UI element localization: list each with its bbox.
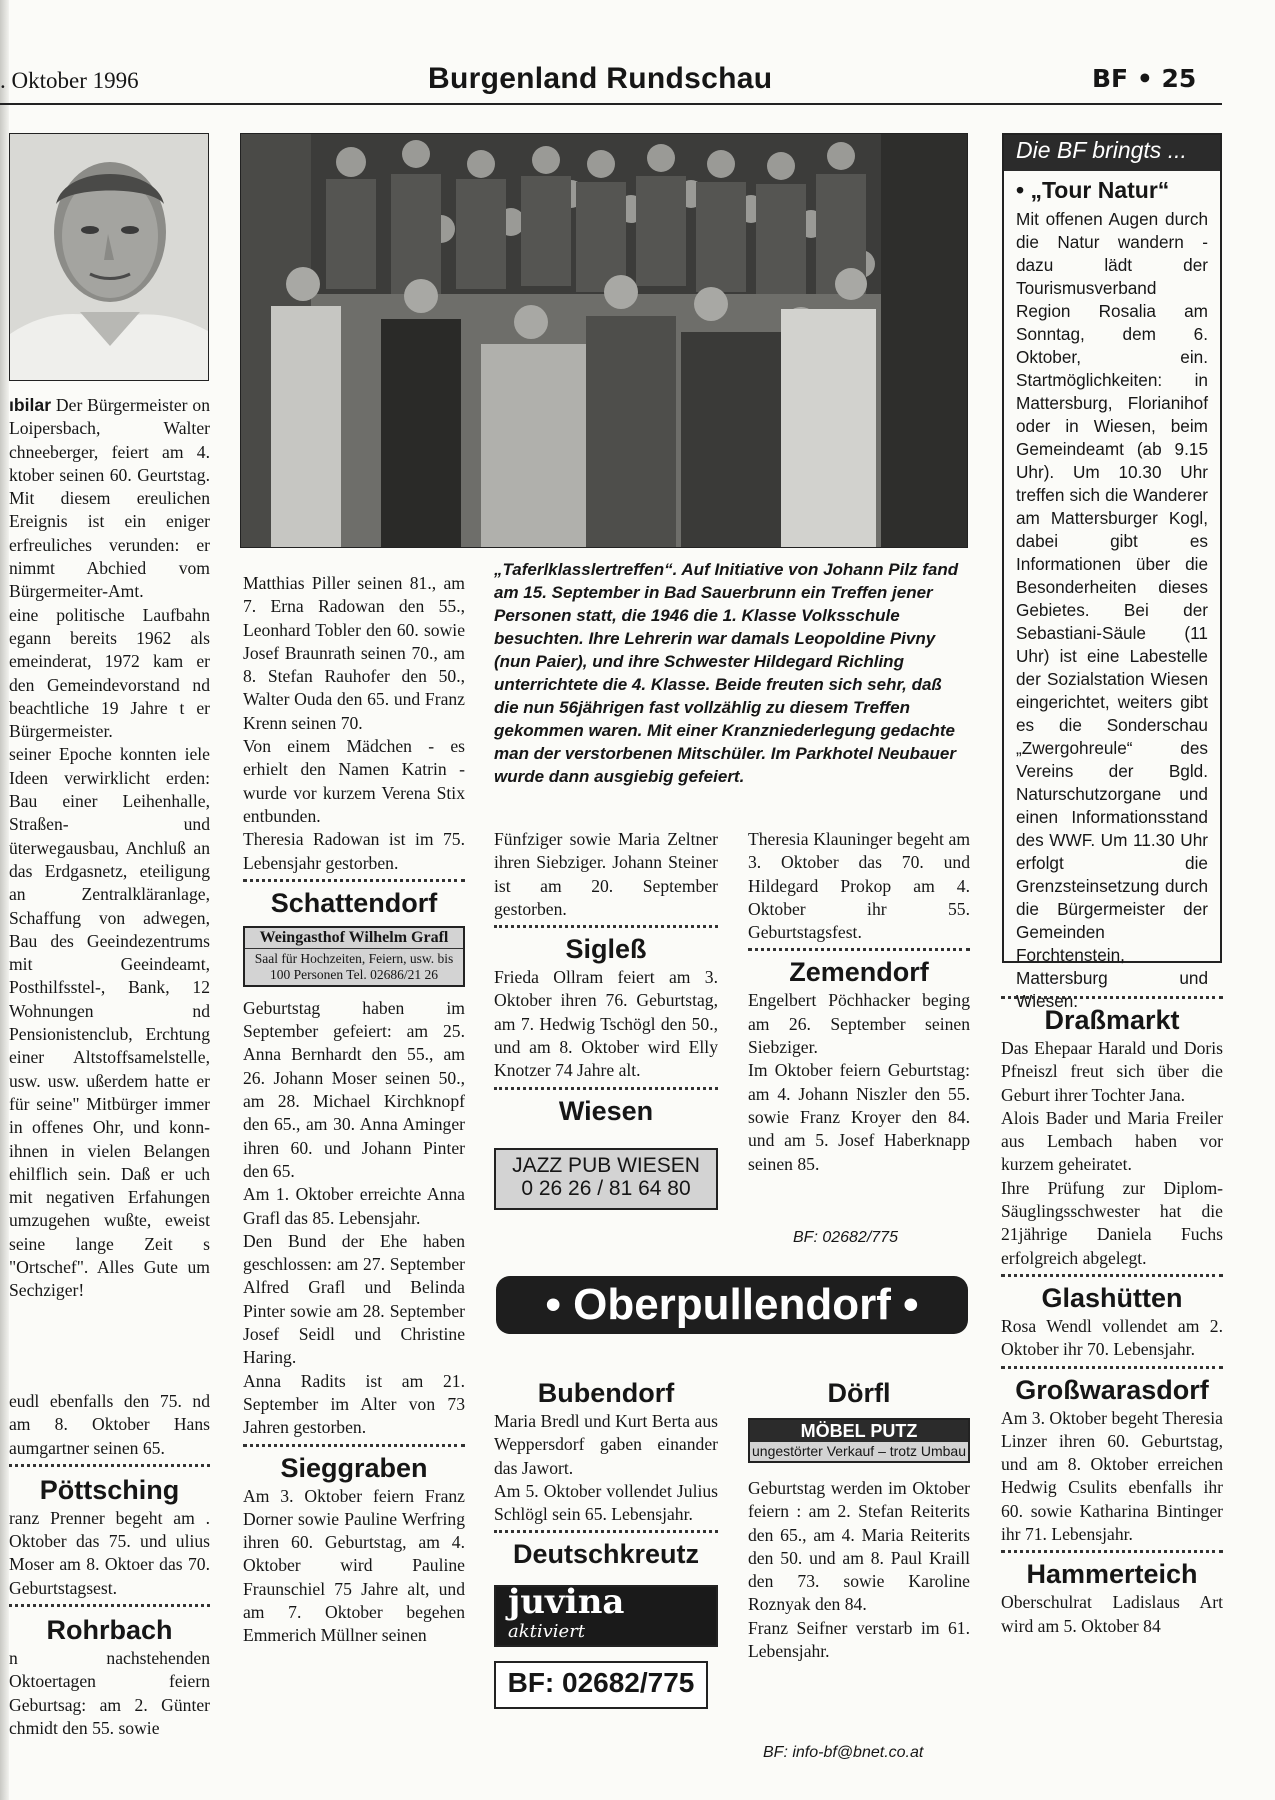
newspaper-title: Burgenland Rundschau (428, 62, 773, 95)
section-heading-rohrbach: Rohrbach (46, 1615, 173, 1646)
col1-paragraph: seiner Epoche konnten iele Ideen verwirklicht erden: Bau einer Leihenhalle, Straßen- und üterwegausbau, Anchluß an das Erdgasnetz, eteiligung an Zentralkläranlage, Schaffung von adwegen, Bau des Geeindezentrums mit Geeindeamt, Posthilfsstel-, Bank, 12 Wohnungen nd Pensionistenclub, Erchtung einer Altstoffsamelstelle, usw. usw. ußerdem hatte er für seine" Mitbürger immer in offenes Ohr, und konn- ihnen in vielen Belangen ehilflich sein. Daß er uch mit negativen Erfahungen umzugehen wußte, eweist seine lange Zeit s "Ortschef". Alles Gute um Sechziger! (9, 744, 210, 1301)
ad-subtitle: Saal für Hochzeiten, Feiern, usw. bis 100 Personen Tel. 02686/21 26 (254, 950, 454, 982)
column-4 (748, 828, 970, 1176)
sidebox-body: Mit offenen Augen durch die Natur wandern - dazu lädt der Tourismusverband Region Rosalia am Sonntag, dem 6. Oktober, ein. Startmöglichkeiten: in Mattersburg, Florianihof oder in Wiesen, beim Gemeindeamt (ab 9.15 Uhr). Um 10.30 Uhr treffen sich die Wanderer am Mattersburger Kogl, dabei gibt es Informationen über die Besonderheiten dieses Gebietes. Bei der Sebastiani-Säule (11 Uhr) ist eine Labestelle der Sozialstation Wiesen eingerichtet, weiters gibt es die Sonderschau „Zwergohreule“ des Vereins der Bgld. Naturschutzorgane und einen Informationsstand des WWF. Um 11.30 Uhr erfolgt die Grenzsteinsetzung durch die Bürgermeister der Gemeinden Forchtenstein, Mattersburg und Wiesen. (1016, 209, 1208, 1011)
section-heading-sigless: Sigleß (565, 934, 647, 965)
juvina-logo: juvina (508, 1582, 625, 1623)
column-2 (243, 572, 465, 1648)
col3-paragraph: Am 5. Oktober vollendet Julius Schlögl sein 65. Lebensjahr. (494, 1480, 718, 1525)
section-heading-deutschkreutz: Deutschkreutz (512, 1539, 700, 1570)
section-divider (9, 1604, 210, 1607)
column-1 (9, 394, 210, 1303)
section-heading-wiesen: Wiesen (558, 1095, 654, 1126)
ad-jazz-pub-wiesen (494, 1148, 718, 1210)
section-heading-zemendorf: Zemendorf (789, 957, 929, 988)
section-divider (1001, 1550, 1223, 1553)
section-divider (1001, 1366, 1223, 1369)
section-heading-poettsching: Pöttsching (39, 1474, 180, 1505)
col2-paragraph: Am 1. Oktober erreichte Anna Grafl das 85. Lebensjahr. (243, 1184, 465, 1228)
issue-date: . Oktober 1996 (0, 68, 139, 93)
col3-paragraph: Maria Bredl und Kurt Berta aus Weppersdorf gaben einander das Jawort. (494, 1411, 718, 1478)
header-rule (0, 103, 1222, 105)
col3-paragraph: Fünfziger sowie Maria Zeltner ihren Siebziger. Johann Steiner ist am 20. September gestorben. (494, 829, 718, 919)
section-heading-drassmarkt: Draßmarkt (1044, 1005, 1180, 1035)
sidebox-header: Die BF bringts ... (1004, 135, 1220, 171)
col3-paragraph: Frieda Ollram feiert am 3. Oktober ihren 76. Geburtstag, am 7. Hedwig Tschögl den 50., und am 8. Oktober wird Elly Knotzer 74 Jahre alt. (494, 967, 718, 1081)
section-heading-hammerteich: Hammerteich (1026, 1559, 1198, 1590)
col4-paragraph: Engelbert Pöchhacker beging am 26. September seinen Siebziger. (748, 990, 970, 1058)
column-1-lower (9, 1390, 210, 1740)
ad-jazz-name: JAZZ PUB WIESEN (512, 1153, 700, 1177)
col5-paragraph: Oberschulrat Ladislaus Art wird am 5. Oktober 84 (1001, 1592, 1223, 1636)
col4-paragraph: Geburtstag werden im Oktober feiern : am 2. Stefan Reiterits den 65., am 4. Maria Reiterits den 50. und am 8. Paul Kraill den 73. sowie Karoline Roznyak den 84. (748, 1478, 970, 1615)
col2-paragraph: Geburtstag haben im September gefeiert: am 25. Anna Bernhardt den 55., am 26. Johann Moser seinen 50., am 28. Michael Kirchknopf den 65., am 30. Anna Aminger ihren 60. und Johann Pinter den 65. (243, 997, 465, 1181)
column-5 (1001, 996, 1223, 1638)
section-heading-bubendorf: Bubendorf (537, 1378, 675, 1408)
col2-paragraph: Anna Radits ist am 21. September im Alter von 73 Jahren gestorben. (243, 1370, 465, 1438)
col2-paragraph: Matthias Piller seinen 81., am 7. Erna Radowan den 55., Leonhard Tobler den 60. sowie Josef Braunrath seinen 70., am 8. Stefan Rauhofer den 50., Walter Ouda den 65. und Franz Krenn seinen 70. (243, 573, 465, 733)
col5-paragraph: Ihre Prüfung zur Diplom-Säuglingsschwester hat die 21jährige Daniela Fuchs erfolgreich abgelegt. (1001, 1177, 1223, 1268)
ad-bf-phone: BF: 02682/775 (494, 1661, 708, 1709)
ad-juvina (494, 1582, 718, 1647)
section-divider (1001, 996, 1223, 999)
page-edge-shadow (0, 0, 9, 1800)
col2-paragraph: Am 3. Oktober feiern Franz Dorner sowie Pauline Werfring ihren 60. Geburtstag, am 4. Oktober wird Pauline Fraunschiel 75 Jahre alt, und am 7. Oktober begehen Emmerich Müllner seinen (243, 1485, 465, 1646)
section-divider (494, 1530, 718, 1533)
lead-word: ıbilar (9, 395, 52, 415)
portrait-photo (9, 133, 209, 381)
col4-paragraph: Theresia Klauninger begeht am 3. Oktober das 70. und Hildegard Prokop am 4. Oktober ihr 55. Geburtstagsfest. (748, 829, 970, 943)
caption-text: Auf Initiative von Johann Pilz fand am 15. September in Bad Sauerbrunn ein Treffen jener Personen statt, die 1946 die 1. Klasse Volksschule besuchten. Ihre Lehrerin war damals Leopoldine Pivny (nun Paier), und ihre Schwester Hildegard Richling unterrichtete die 4. Klasse. Beide freuten sich sehr, daß die nun 56jährigen fast vollzählig zu diesem Treffen gekommen waren. Mit einer Kranzniederlegung gedachte man der verstorbenen Mitschüler. Im Parkhotel Neubauer wurde dann ausgiebig gefeiert. (494, 560, 959, 786)
section-heading-schattendorf: Schattendorf (270, 887, 438, 918)
col1-intro: Der Bürgermeister on Loipersbach, Walter chneeberger, feiert am 4. ktober seinen 60. Geurtstag. Mit diesem ereulichen Ereignis ist ein eniger erfreuliches verunden: er nimmt Abchied vom Bürgermeiter-Amt. (9, 395, 210, 602)
col2-paragraph: Den Bund der Ehe haben geschlossen: am 27. September Alfred Grafl und Belinda Pinter sowie am 28. September Josef Seidl und Christine Haring. (243, 1230, 465, 1368)
juvina-tagline: aktiviert (508, 1620, 586, 1642)
caption-lead: „Taferlklasslertreffen“. (494, 560, 678, 579)
section-divider (243, 1444, 465, 1447)
page-number (1092, 64, 1196, 93)
section-heading-doerfl: Dörfl (827, 1378, 891, 1408)
section-divider (243, 879, 465, 882)
col2-paragraph: Von einem Mädchen - es erhielt den Namen Katrin - wurde vor kurzem Verena Stix entbunden. (243, 736, 465, 826)
col1-paragraph: eine politische Laufbahn egann bereits 1962 als emeinderat, 1972 kam er den Gemeindevorstand nd beachtliche 19 Jahre t er Bürgermeister. (9, 604, 210, 742)
col5-paragraph: Am 3. Oktober begeht Theresia Linzer ihren 60. Geburtstag, und am 8. Oktober erreichen Hedwig Csulits ebenfalls ihr 60. sowie Katharina Bintinger ihr 71. Lebensjahr. (1001, 1407, 1223, 1545)
column-3 (494, 828, 718, 1210)
ad-subtitle: ungestörter Verkauf – trotz Umbau (752, 1443, 966, 1459)
contact-phone: BF: 02682/775 (793, 1229, 898, 1246)
col5-paragraph: Alois Bader und Maria Freiler aus Lembach haben vor kurzem geheiratet. (1001, 1107, 1223, 1175)
sidebox-title: • „Tour Natur“ (1016, 177, 1170, 203)
photo-caption (494, 558, 970, 788)
ad-title: MÖBEL PUTZ (750, 1420, 968, 1442)
section-heading-glashuetten: Glashütten (1041, 1282, 1183, 1313)
bf-logo: BF (1092, 64, 1129, 93)
section-divider (494, 1087, 718, 1090)
column-4-lower (748, 1376, 970, 1663)
contact-email: BF: info-bf@bnet.co.at (763, 1744, 924, 1761)
sidebox-bf-bringts (1002, 133, 1222, 1011)
section-divider (748, 948, 970, 951)
group-photo (240, 133, 968, 548)
section-divider (9, 1464, 210, 1467)
col5-paragraph: Das Ehepaar Harald und Doris Pfneiszl freut sich über die Geburt ihrer Tochter Jana. (1001, 1038, 1223, 1105)
col2-paragraph: Theresia Radowan ist im 75. Lebensjahr gestorben. (243, 829, 465, 873)
ad-title: Weingasthof Wilhelm Grafl (245, 928, 463, 949)
col1-paragraph: eudl ebenfalls den 75. nd am 8. Oktober Hans aumgartner seinen 65. (9, 1391, 210, 1458)
section-divider (1001, 1274, 1223, 1277)
ad-weingasthof-grafl (243, 926, 465, 987)
col1-paragraph: n nachstehenden Oktoertagen feiern Geburtsag: am 2. Günter chmidt den 55. sowie (9, 1648, 210, 1738)
col4-paragraph: Franz Seifner verstarb im 61. Lebensjahr. (748, 1617, 970, 1662)
section-heading-sieggraben: Sieggraben (280, 1452, 428, 1483)
col4-paragraph: Im Oktober feiern Geburtstag: am 4. Johann Niszler den 55. sowie Franz Kroyer den 84. und am 5. Josef Haberknapp seinen 85. (748, 1060, 970, 1174)
col1-paragraph: ranz Prenner begeht am . Oktober das 75. und ulius Moser am 8. Oktoer das 70. Geburtstagsest. (9, 1507, 210, 1598)
section-heading-grosswarasdorf: Großwarasdorf (1015, 1374, 1209, 1405)
page-number-value: • 25 (1136, 64, 1197, 93)
region-banner-oberpullendorf: • Oberpullendorf • (496, 1276, 968, 1334)
ad-moebel-putz (748, 1418, 970, 1463)
ad-jazz-phone: 0 26 26 / 81 64 80 (521, 1176, 691, 1200)
col5-paragraph: Rosa Wendl vollendet am 2. Oktober ihr 70. Lebensjahr. (1001, 1315, 1223, 1360)
column-3-lower (494, 1376, 718, 1709)
section-divider (494, 925, 718, 928)
